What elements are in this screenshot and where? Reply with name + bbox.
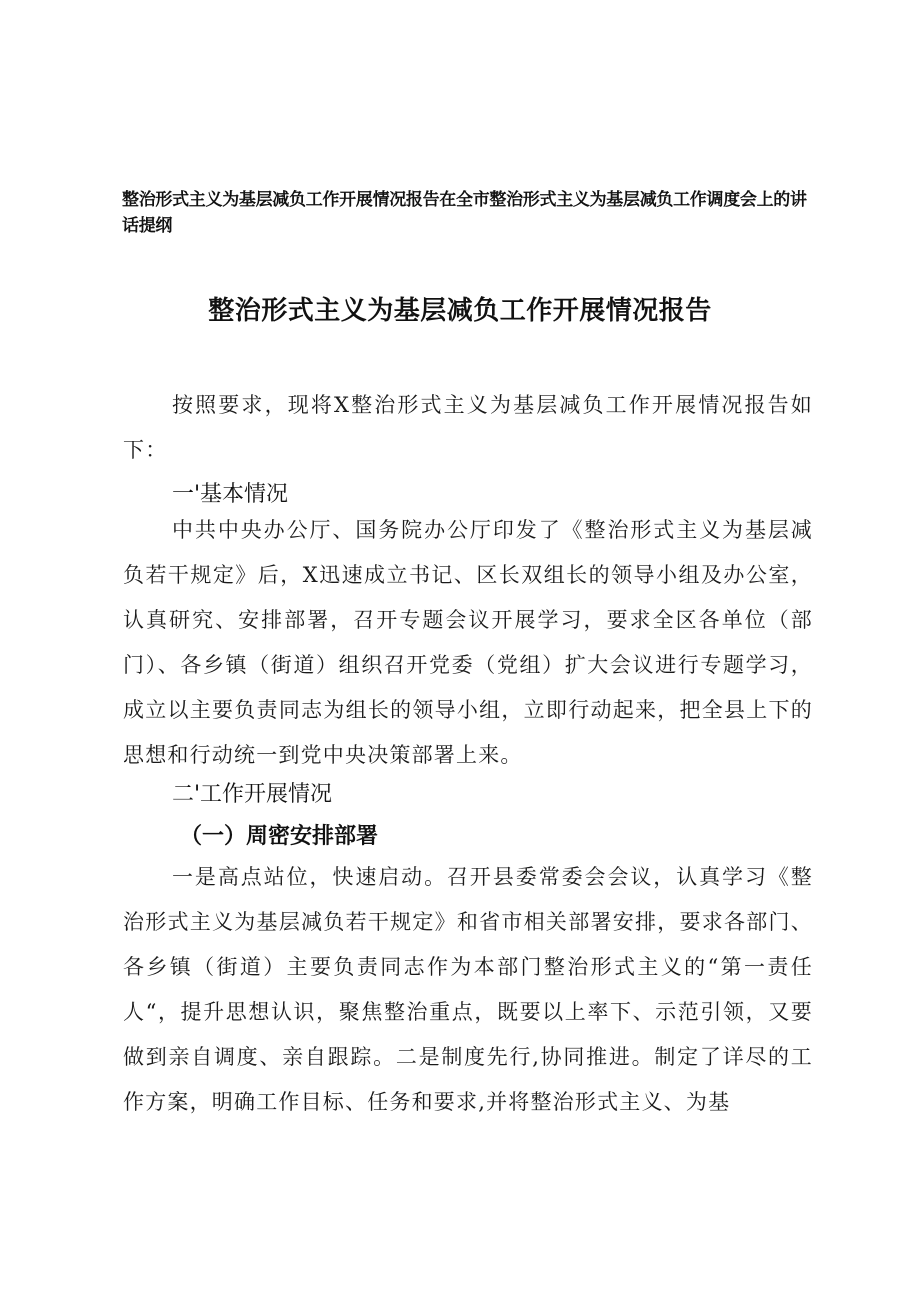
section-1-heading: 一'基本情况 [172, 482, 289, 507]
document-header: 整治形式主义为基层减负工作开展情况报告在全市整治形式主义为基层减负工作调度会上的讲话提纲 [122, 190, 807, 236]
section-2-heading: 二'工作开展情况 [172, 782, 333, 807]
section-2-subheading: （一）周密安排部署 [180, 824, 379, 849]
section-1-paragraph: 中共中央办公厅、国务院办公厅印发了《整治形式主义为基层减负若干规定》后，X迅速成立书记、区长双组长的领导小组及办公室，认真研究、安排部署，召开专题会议开展学习，要求全区各单位（部门）、各乡镇（街道）组织召开党委（党组）扩大会议进行专题学习，成立以主要负责同志为组长的领导小组，立即行动起来，把全县上下的思想和行动统一到党中央决策部署上来。 [123, 518, 813, 767]
document-title: 整治形式主义为基层减负工作开展情况报告 [208, 296, 712, 326]
intro-paragraph: 按照要求，现将X整治形式主义为基层减负工作开展情况报告如下： [123, 393, 813, 462]
section-2-paragraph: 一是高点站位，快速启动。召开县委常委会会议，认真学习《整治形式主义为基层减负若干规定》和省市相关部署安排，要求各部门、各乡镇（街道）主要负责同志作为本部门整治形式主义的“第一责任人“，提升思想认识，聚焦整治重点，既要以上率下、示范引领，又要做到亲自调度、亲自跟踪。二是制度先行,协同推进。制定了详尽的工作方案，明确工作目标、任务和要求,并将整治形式主义、为基 [123, 865, 813, 1114]
